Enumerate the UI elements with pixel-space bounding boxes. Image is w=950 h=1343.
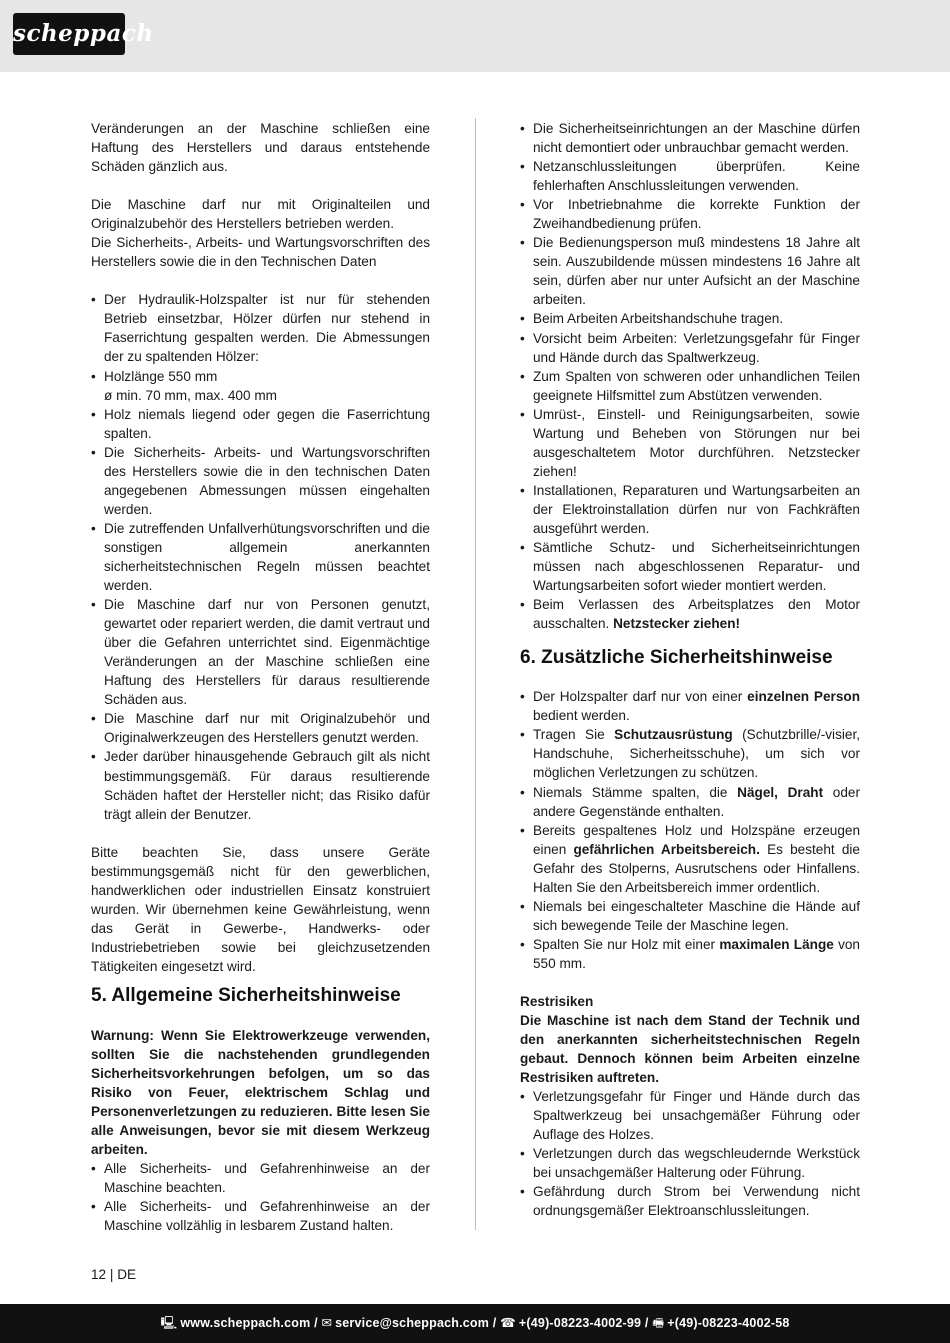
- list-item: [520, 783, 860, 821]
- section-5-heading: 5. Allgemeine Sicherheitshinweise: [91, 984, 401, 1006]
- mail-icon: ✉: [321, 1316, 333, 1330]
- restrisiken-heading: Restrisiken: [520, 993, 594, 1009]
- left-column: [91, 119, 430, 1235]
- item-emphasis: Nägel, Draht: [737, 784, 824, 800]
- section-6-heading: 6. Zusätzliche Sicherheitshinweise: [520, 647, 833, 669]
- list-item: • Installationen, Reparaturen und Wartungsarbeiten an der Elektroinstallation dürfen nur von Fachkräften ausgeführt werden.: [520, 481, 860, 538]
- scheppach-logo: scheppach: [13, 13, 125, 55]
- page-number-value: 12: [91, 1267, 107, 1282]
- item-emphasis: Schutzausrüstung: [614, 727, 733, 743]
- warning-text: Warnung: Wenn Sie Elektrowerkzeuge verwenden, sollten Sie die nachstehenden grundlegenden Sicherheitsvorkehrungen befolgen, um so das Risiko von Feuer, elektrischem Schlag und Personenverletzungen zu reduzieren. Bitte lesen Sie alle Anweisungen, bevor sie mit diesem Werkzeug arbeiten.: [91, 1027, 430, 1158]
- list-item: • Verletzungen durch das wegschleudernde Werkstück bei unsachgemäßer Halterung oder Führung.: [520, 1144, 860, 1182]
- column-divider: [475, 118, 476, 1230]
- item-text: Bereits gespaltenes Holz und Holzspäne erzeugen einen: [533, 822, 860, 857]
- list-item: ø min. 70 mm, max. 400 mm: [104, 387, 277, 403]
- list-item: • Die Bedienungsperson muß mindestens 18 Jahre alt sein. Auszubildende müssen mindestens 16 Jahre alt sein, dürfen aber nur unter Aufsicht an der Maschine arbeiten.: [520, 233, 860, 309]
- list-item: • Die Maschine darf nur von Personen genutzt, gewartet oder repariert werden, die damit vertraut und über die Gefahren unterrichtet sind. Eigenmächtige Veränderungen an der Maschine schließen eine Haftung des Herstellers für daraus resultierende Schäden aus.: [91, 595, 430, 709]
- list-item: • Beim Arbeiten Arbeitshandschuhe tragen.: [520, 309, 860, 328]
- item-text: Es besteht die Gefahr des Stolperns, Ausrutschens oder Hinfallens. Halten Sie den Arbeitsbereich immer ordentlich.: [533, 841, 860, 895]
- list-item: • Die Sicherheitseinrichtungen an der Maschine dürfen nicht demontiert oder unbrauchbar gemacht werden.: [520, 119, 860, 157]
- list-item: • Netzanschlussleitungen überprüfen. Keine fehlerhaften Anschlussleitungen verwenden.: [520, 157, 860, 195]
- monitor-icon: 🖳: [160, 1316, 178, 1330]
- list-item: • Holz niemals liegend oder gegen die Faserrichtung spalten.: [91, 405, 430, 443]
- bullet-list: [520, 119, 860, 633]
- item-emphasis: einzelnen Person: [747, 689, 861, 705]
- paragraph: Bitte beachten Sie, dass unsere Geräte bestimmungsgemäß nicht für den gewerblichen, handwerklichen oder industriellen Einsatz konstruiert wurden. Wir übernehmen keine Gewährleistung, wenn das Gerät in Gewerbe-, Handwerks- oder Industriebetrieben sowie bei gleichzusetzenden Tätigkeiten eingesetzt wird.: [91, 844, 430, 974]
- list-item: • Verletzungsgefahr für Finger und Hände durch das Spaltwerkzeug bei unsachgemäßer Führung oder Auflage des Holzes.: [520, 1087, 860, 1144]
- list-item: • Jeder darüber hinausgehende Gebrauch gilt als nicht bestimmungsgemäß. Für daraus resultierende Schäden haftet der Hersteller nicht; das Risiko dafür trägt allein der Benutzer.: [91, 747, 430, 823]
- item-emphasis: maximalen Länge: [719, 936, 834, 952]
- item-text: (Schutzbrille/-visier, Handschuhe, Sicherheitsschuhe), um sich vor möglichen Verletzungen zu schützen.: [533, 727, 860, 781]
- item-emphasis: Netzstecker ziehen!: [613, 616, 741, 632]
- page-separator: |: [109, 1267, 114, 1282]
- page-number: [91, 1265, 136, 1284]
- bullet-list: [520, 687, 860, 973]
- list-item: • Zum Spalten von schweren oder unhandlichen Teilen geeignete Hilfsmittel zum Abstützen verwenden.: [520, 367, 860, 405]
- list-item: • Alle Sicherheits- und Gefahrenhinweise an der Maschine beachten.: [91, 1159, 430, 1197]
- page-language: DE: [117, 1267, 137, 1282]
- item-text: von 550 mm.: [533, 936, 860, 971]
- paragraph: Die Sicherheits-, Arbeits- und Wartungsvorschriften des Herstellers sowie die in den Technischen Daten: [91, 235, 430, 270]
- header-band: [0, 0, 950, 72]
- list-item: [520, 821, 860, 897]
- list-item: [520, 725, 860, 782]
- list-item: • Sämtliche Schutz- und Sicherheitseinrichtungen müssen nach abgeschlossenen Reparatur- und Wartungsarbeiten sofort wieder montiert werden.: [520, 538, 860, 595]
- footer-fax: +(49)-08223-4002-58: [667, 1316, 790, 1330]
- paragraph: Die Maschine darf nur mit Originalteilen und Originalzubehör des Herstellers betrieben werden.: [91, 197, 430, 232]
- item-text: bedient werden.: [533, 708, 630, 724]
- list-item: • Gefährdung durch Strom bei Verwendung nicht ordnungsgemäßer Elektroanschlussleitungen.: [520, 1182, 860, 1220]
- item-text: Spalten Sie nur Holz mit einer: [533, 936, 716, 952]
- footer-website[interactable]: www.scheppach.com /: [180, 1316, 318, 1330]
- list-item: [520, 687, 860, 725]
- footer-phone: +(49)-08223-4002-99 /: [518, 1316, 649, 1330]
- item-text: Niemals Stämme spalten, die: [533, 784, 728, 800]
- footer-bar: [0, 1304, 950, 1343]
- list-item: • Niemals bei eingeschalteter Maschine die Hände auf sich bewegende Teile der Maschine legen.: [520, 897, 860, 935]
- item-text: oder andere Gegenstände enthalten.: [533, 784, 860, 819]
- list-item: • Vor Inbetriebnahme die korrekte Funktion der Zweihandbedienung prüfen.: [520, 195, 860, 233]
- bullet-list: [520, 1087, 860, 1220]
- restrisiken-intro: Die Maschine ist nach dem Stand der Technik und den anerkannten sicherheitstechnischen Regeln gebaut. Dennoch können beim Arbeiten einzelne Restrisiken auftreten.: [520, 1013, 860, 1086]
- list-item: [520, 595, 860, 633]
- item-text: Der Holzspalter darf nur von einer: [533, 689, 743, 705]
- bullet-list: [91, 1159, 430, 1235]
- list-item: • Die Maschine darf nur mit Originalzubehör und Originalwerkzeugen des Herstellers genutzt werden.: [91, 709, 430, 747]
- list-item: • Alle Sicherheits- und Gefahrenhinweise an der Maschine vollzählig in lesbarem Zustand halten.: [91, 1197, 430, 1235]
- bullet-list: [91, 290, 430, 823]
- list-item: • Die zutreffenden Unfallverhütungsvorschriften und die sonstigen allgemein anerkannten sicherheitstechnischen Regeln müssen beachtet werden.: [91, 519, 430, 595]
- list-item: • Die Sicherheits- Arbeits- und Wartungsvorschriften des Herstellers sowie die in den technischen Daten angegebenen Abmessungen müssen eingehalten werden.: [91, 443, 430, 519]
- item-text: Tragen Sie: [533, 727, 605, 743]
- paragraph: Veränderungen an der Maschine schließen eine Haftung des Herstellers und daraus entstehende Schäden gänzlich aus.: [91, 121, 430, 175]
- item-emphasis: gefährlichen Arbeitsbereich.: [573, 841, 760, 857]
- list-item: • Der Hydraulik-Holzspalter ist nur für stehenden Betrieb einsetzbar, Hölzer dürfen nur stehend in Faserrichtung gespalten werden. Die Abmessungen der zu spaltenden Hölzer:: [91, 290, 430, 366]
- list-item: • Holzlänge 550 mm: [91, 367, 430, 386]
- phone-icon: ☎: [500, 1316, 516, 1330]
- item-text: Beim Verlassen des Arbeitsplatzes den Motor ausschalten.: [533, 597, 860, 632]
- list-item: [520, 935, 860, 973]
- footer-email[interactable]: service@scheppach.com /: [335, 1316, 497, 1330]
- list-item: • Vorsicht beim Arbeiten: Verletzungsgefahr für Finger und Hände durch das Spaltwerkzeug.: [520, 329, 860, 367]
- right-column: [520, 119, 860, 1221]
- fax-icon: 🖷: [652, 1316, 665, 1330]
- list-item: • Umrüst-, Einstell- und Reinigungsarbeiten, sowie Wartung und Beheben von Störungen nur bei ausgeschaltetem Motor durchführen. Netzstecker ziehen!: [520, 405, 860, 481]
